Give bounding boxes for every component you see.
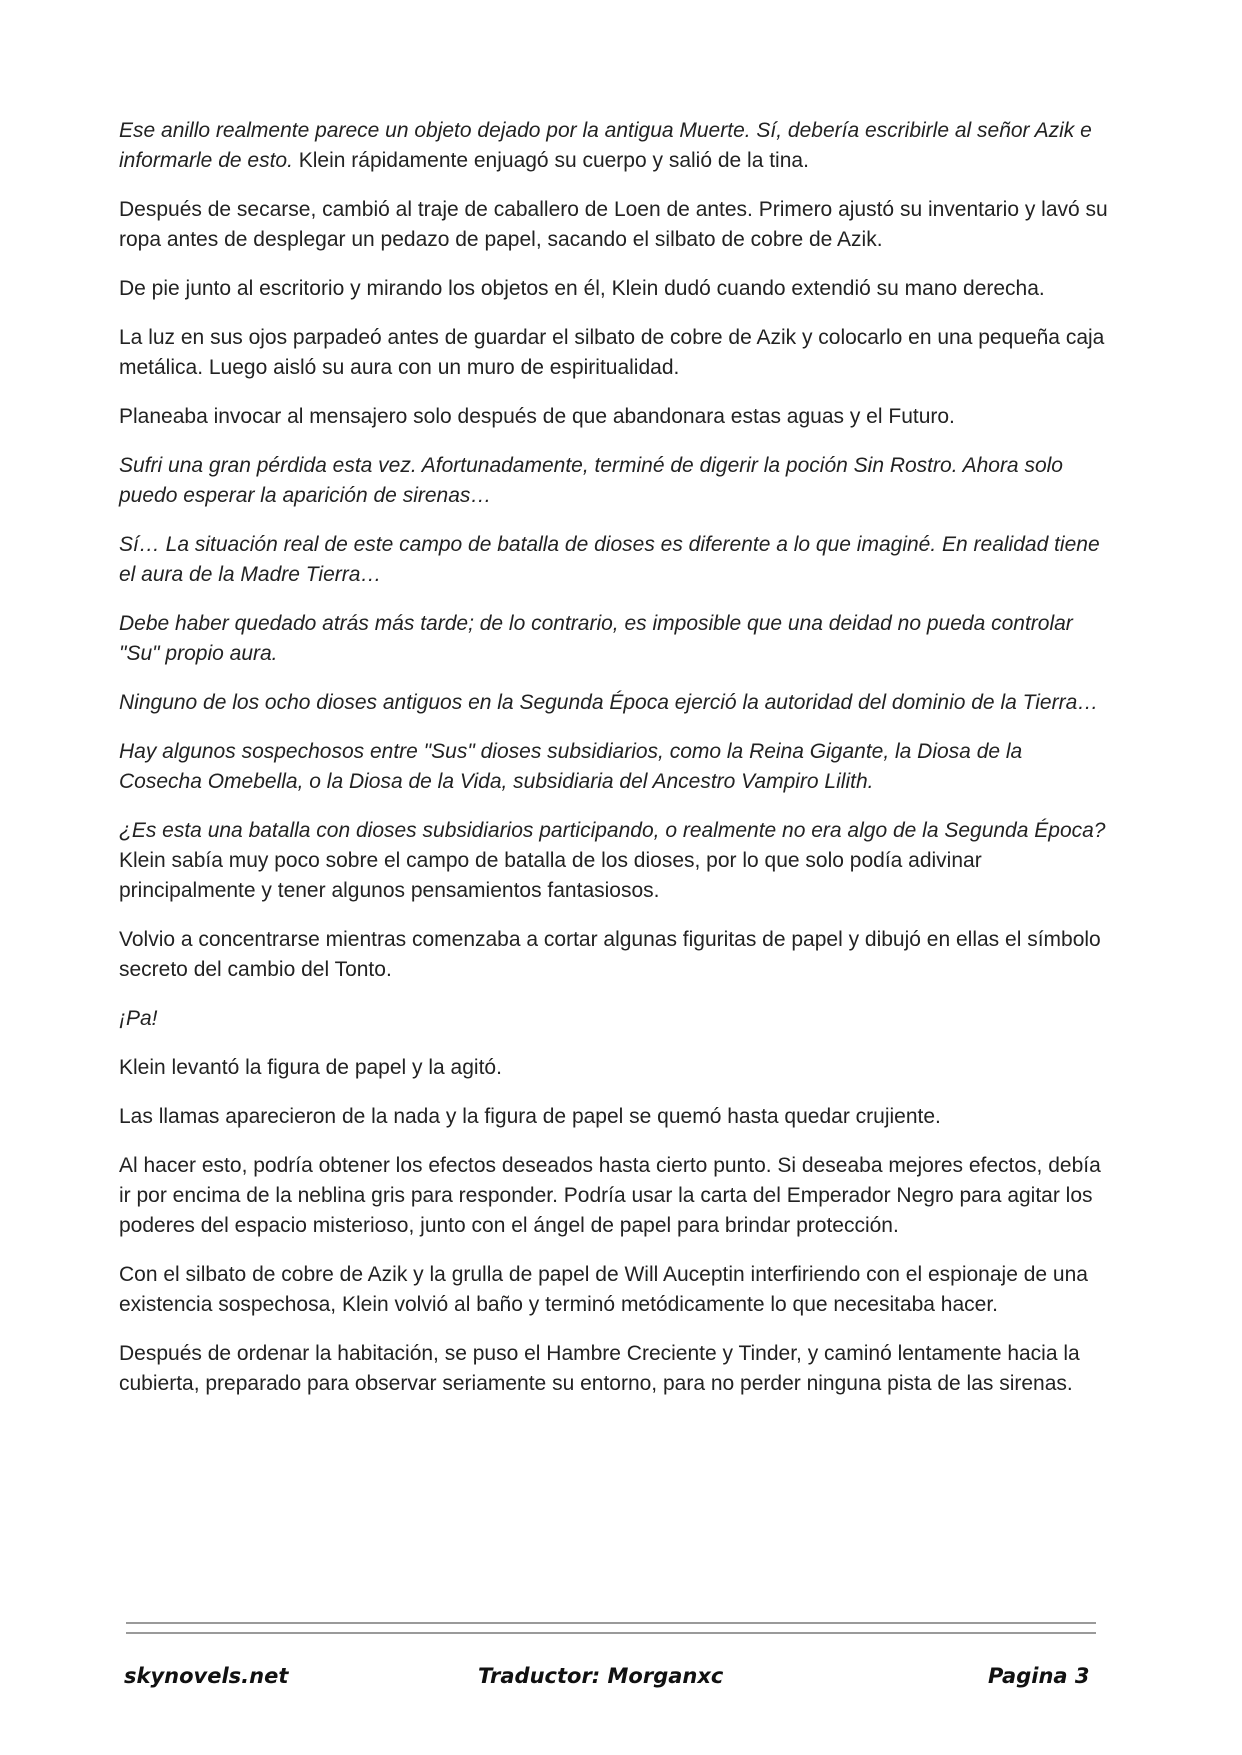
- paragraph-8-italic: Debe haber quedado atrás más tarde; de lo contrario, es imposible que una deidad no pueda controlar "Su" propio aura.: [119, 612, 1073, 665]
- paragraph-18: [119, 1339, 1109, 1399]
- paragraph-5: [119, 402, 1109, 432]
- paragraph-4: [119, 323, 1109, 383]
- footer-page-number: Pagina 3: [988, 1664, 1090, 1688]
- paragraph-15-regular: Las llamas aparecieron de la nada y la figura de papel se quemó hasta quedar crujiente.: [119, 1105, 941, 1128]
- footer-translator: Traductor: Morganxc: [478, 1664, 724, 1688]
- paragraph-1-regular: Klein rápidamente enjuagó su cuerpo y salió de la tina.: [292, 149, 809, 172]
- paragraph-3: [119, 274, 1109, 304]
- paragraph-17: [119, 1260, 1109, 1320]
- paragraph-11-italic: ¿Es esta una batalla con dioses subsidiarios participando, o realmente no era algo de la Segunda Época?: [119, 819, 1106, 842]
- paragraph-11: [119, 816, 1109, 906]
- paragraph-11-regular: Klein sabía muy poco sobre el campo de batalla de los dioses, por lo que solo podía adivinar principalmente y tener algunos pensamientos fantasiosos.: [119, 849, 982, 902]
- paragraph-18-regular: Después de ordenar la habitación, se puso el Hambre Creciente y Tinder, y caminó lentamente hacia la cubierta, preparado para observar seriamente su entorno, para no perder ninguna pista de las sirenas.: [119, 1342, 1080, 1395]
- paragraph-9: [119, 688, 1109, 718]
- footer-site-name: skynovels.net: [124, 1664, 289, 1688]
- footer-divider-bottom: [126, 1632, 1096, 1634]
- paragraph-2-regular: Después de secarse, cambió al traje de caballero de Loen de antes. Primero ajustó su inventario y lavó su ropa antes de desplegar un pedazo de papel, sacando el silbato de cobre de Azik.: [119, 198, 1108, 251]
- paragraph-6: [119, 451, 1109, 511]
- paragraph-13-italic: ¡Pa!: [119, 1007, 158, 1030]
- paragraph-2: [119, 195, 1109, 255]
- paragraph-14-regular: Klein levantó la figura de papel y la agitó.: [119, 1056, 502, 1079]
- body-text: [119, 116, 1109, 1418]
- paragraph-13: [119, 1004, 1109, 1034]
- footer-divider-top: [126, 1622, 1096, 1624]
- paragraph-8: [119, 609, 1109, 669]
- paragraph-9-italic: Ninguno de los ocho dioses antiguos en la Segunda Época ejerció la autoridad del dominio de la Tierra…: [119, 691, 1099, 714]
- paragraph-3-regular: De pie junto al escritorio y mirando los objetos en él, Klein dudó cuando extendió su mano derecha.: [119, 277, 1045, 300]
- paragraph-4-regular: La luz en sus ojos parpadeó antes de guardar el silbato de cobre de Azik y colocarlo en una pequeña caja metálica. Luego aisló su aura con un muro de espiritualidad.: [119, 326, 1105, 379]
- paragraph-16: [119, 1151, 1109, 1241]
- paragraph-15: [119, 1102, 1109, 1132]
- paragraph-6-italic: Sufri una gran pérdida esta vez. Afortunadamente, terminé de digerir la poción Sin Rostro. Ahora solo puedo esperar la aparición de sirenas…: [119, 454, 1063, 507]
- paragraph-1: [119, 116, 1109, 176]
- paragraph-14: [119, 1053, 1109, 1083]
- paragraph-12-regular: Volvio a concentrarse mientras comenzaba a cortar algunas figuritas de papel y dibujó en ellas el símbolo secreto del cambio del Tonto.: [119, 928, 1101, 981]
- paragraph-7: [119, 530, 1109, 590]
- paragraph-17-regular: Con el silbato de cobre de Azik y la grulla de papel de Will Auceptin interfiriendo con el espionaje de una existencia sospechosa, Klein volvió al baño y terminó metódicamente lo que necesitaba hacer.: [119, 1263, 1088, 1316]
- paragraph-7-italic: Sí… La situación real de este campo de batalla de dioses es diferente a lo que imaginé. En realidad tiene el aura de la Madre Tierra…: [119, 533, 1100, 586]
- paragraph-5-regular: Planeaba invocar al mensajero solo después de que abandonara estas aguas y el Futuro.: [119, 405, 955, 428]
- paragraph-10: [119, 737, 1109, 797]
- paragraph-1-italic: Ese anillo realmente parece un objeto dejado por la antigua Muerte. Sí, debería escribirle al señor Azik e informarle de esto.: [119, 119, 1092, 172]
- paragraph-16-regular: Al hacer esto, podría obtener los efectos deseados hasta cierto punto. Si deseaba mejores efectos, debía ir por encima de la neblina gris para responder. Podría usar la carta del Emperador Negro para agitar los poderes del espacio misterioso, junto con el ángel de papel para brindar protección.: [119, 1154, 1101, 1237]
- paragraph-10-italic: Hay algunos sospechosos entre "Sus" dioses subsidiarios, como la Reina Gigante, la Diosa de la Cosecha Omebella, o la Diosa de la Vida, subsidiaria del Ancestro Vampiro Lilith.: [119, 740, 1023, 793]
- paragraph-12: [119, 925, 1109, 985]
